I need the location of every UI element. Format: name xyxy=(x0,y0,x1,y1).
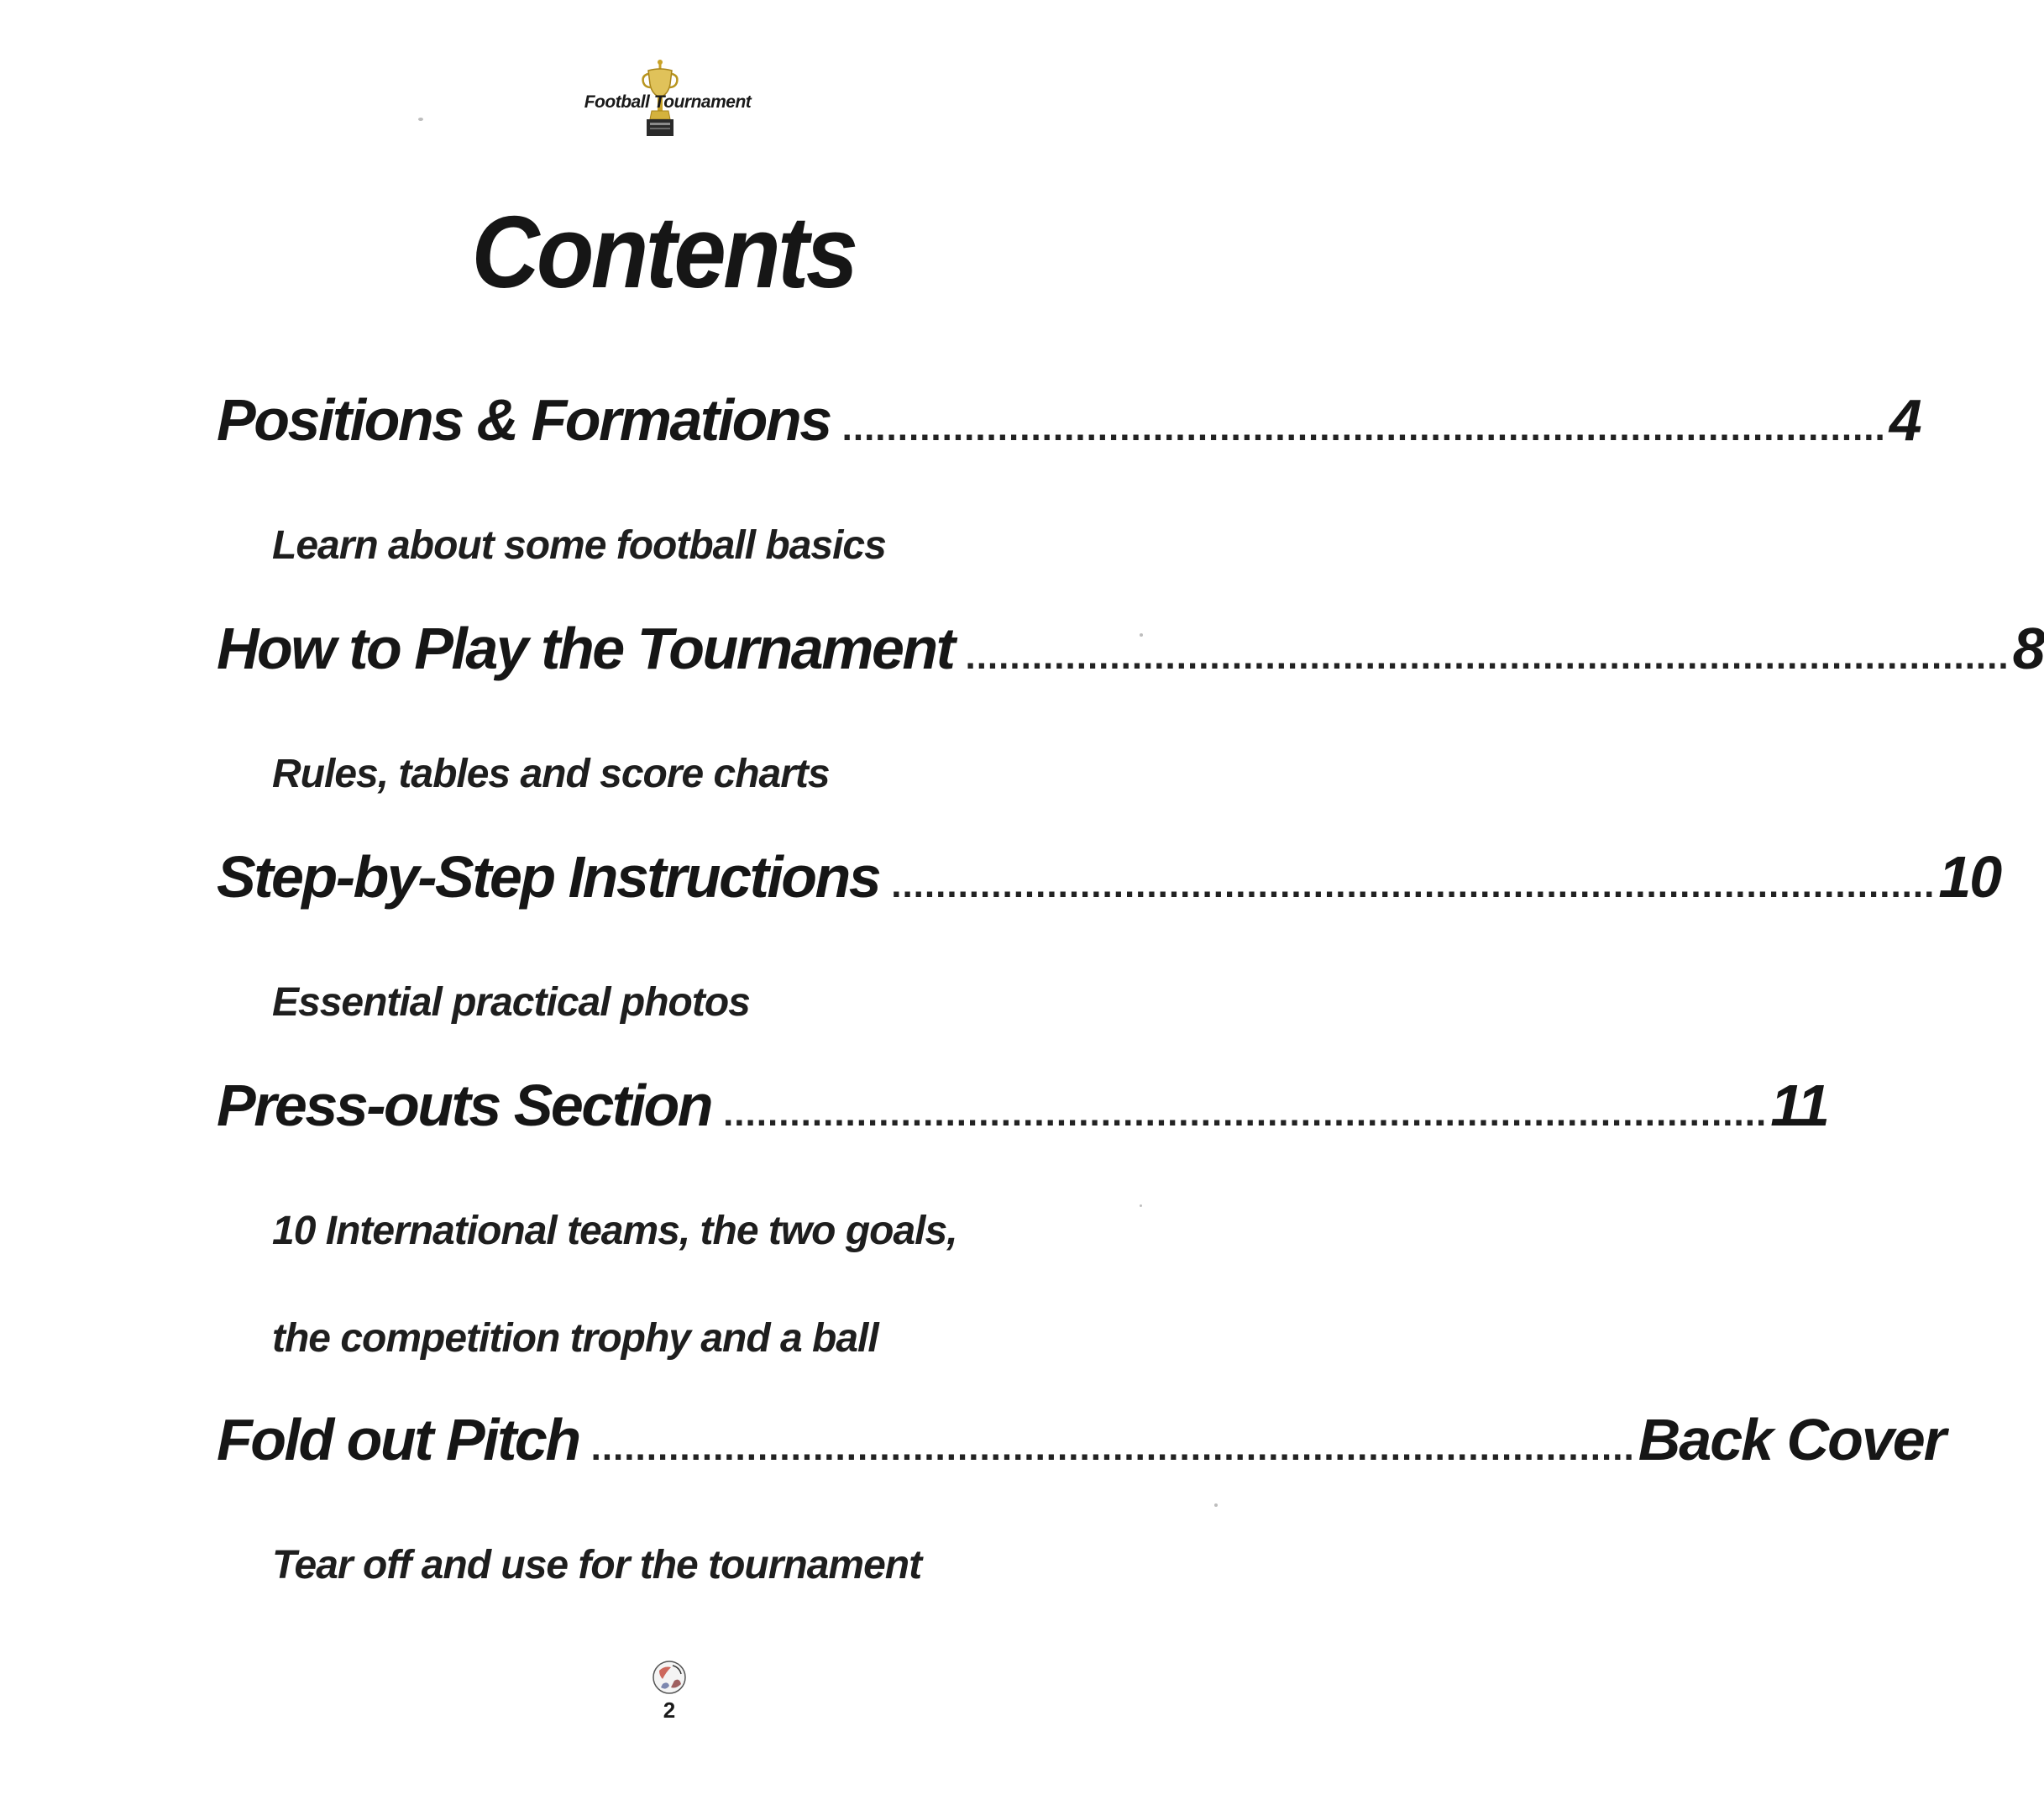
toc-entry-press-outs[interactable] xyxy=(217,1072,1828,1393)
toc-entry-fold-out-pitch[interactable] xyxy=(217,1406,1945,1619)
page-number: 2 xyxy=(663,1697,676,1723)
toc-entry-row xyxy=(217,386,1921,470)
page-header xyxy=(0,55,1260,148)
page-title: Contents xyxy=(471,195,856,309)
toc-entry-page: 10 xyxy=(1938,844,2001,910)
description-line: the competition trophy and a ball xyxy=(272,1316,878,1361)
toc-entry-heading: Positions & Formations xyxy=(217,387,831,453)
toc-entry-page: Back Cover xyxy=(1638,1407,1945,1472)
dot-leader: .............................................................................................. xyxy=(891,864,1936,905)
toc-entry-heading: Press-outs Section xyxy=(217,1073,712,1138)
toc-entry-page: 11 xyxy=(1770,1073,1828,1138)
description-line: Essential practical photos xyxy=(272,980,750,1025)
toc-entry-description xyxy=(272,949,1119,1057)
toc-entry-heading: Step-by-Step Instructions xyxy=(217,844,880,910)
print-speck xyxy=(1140,1204,1142,1207)
toc-entry-row xyxy=(217,615,2044,699)
description-line: Learn about some football basics xyxy=(272,523,886,568)
toc-entry-row xyxy=(217,1072,1828,1156)
football-icon xyxy=(651,1659,688,1696)
dot-leader: .............................................................................................. xyxy=(723,1093,1768,1134)
toc-entry-row xyxy=(217,843,2001,927)
toc-entry-description xyxy=(272,492,1119,600)
toc-entry-heading: How to Play the Tournament xyxy=(217,616,954,681)
toc-entry-how-to-play[interactable] xyxy=(217,615,2044,828)
toc-entry-page: 8 xyxy=(2012,616,2044,681)
dot-leader: .............................................................................................. xyxy=(965,636,2010,677)
toc-entry-row xyxy=(217,1406,1945,1490)
print-speck xyxy=(418,118,423,121)
page-footer xyxy=(0,1659,1260,1726)
toc-entry-page: 4 xyxy=(1889,387,1921,453)
toc-entry-instructions[interactable] xyxy=(217,843,2001,1057)
toc-entry-description xyxy=(272,721,1119,828)
print-speck xyxy=(1214,1503,1218,1507)
dot-leader: .............................................................................................. xyxy=(590,1427,1635,1468)
header-title: Football Tournament xyxy=(584,92,752,112)
toc-entry-description xyxy=(272,1178,1119,1393)
description-line: 10 International teams, the two goals, xyxy=(272,1209,957,1253)
toc-entry-description xyxy=(272,1512,1119,1619)
dot-leader: .............................................................................................. xyxy=(841,407,1886,449)
description-line: Rules, tables and score charts xyxy=(272,752,830,796)
toc-entry-positions[interactable] xyxy=(217,386,1921,600)
toc-entry-heading: Fold out Pitch xyxy=(217,1407,579,1472)
description-line: Tear off and use for the tournament xyxy=(272,1543,922,1587)
